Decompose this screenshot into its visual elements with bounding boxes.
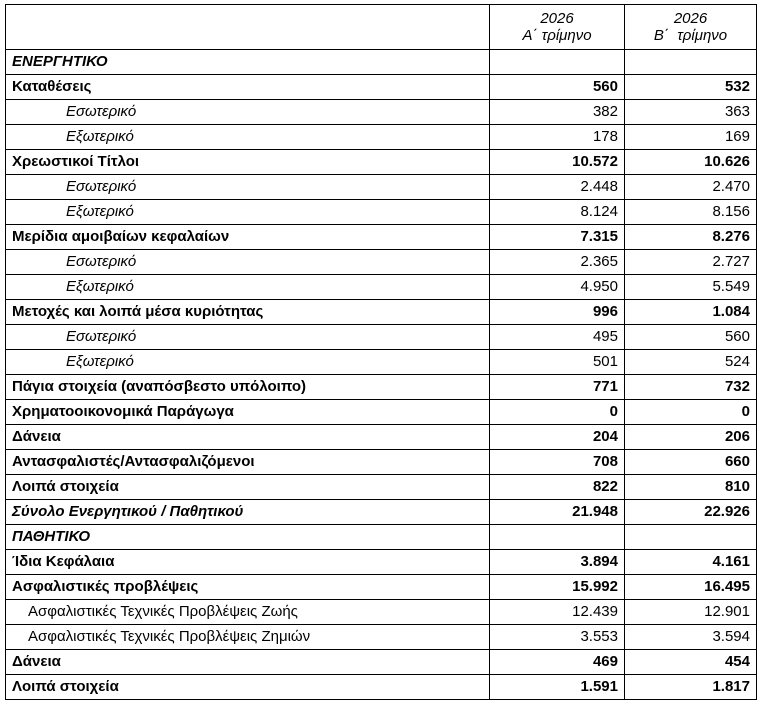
value-q2: 454 [625,650,757,675]
value-q2: 560 [625,325,757,350]
value-q1: 560 [490,75,625,100]
table-row [6,150,757,175]
value-q1: 822 [490,475,625,500]
value-q1: 2.365 [490,250,625,275]
header-col-a-period: Α΄ τρίμηνο [522,27,592,44]
value-q1 [490,525,625,550]
value-q1 [490,50,625,75]
value-q1: 12.439 [490,600,625,625]
table-row [6,650,757,675]
table-row [6,375,757,400]
value-q1: 771 [490,375,625,400]
value-q1: 495 [490,325,625,350]
value-q1: 2.448 [490,175,625,200]
row-label: Εξωτερικό [6,350,490,375]
row-label: ΠΑΘΗΤΙΚΟ [6,525,490,550]
value-q1: 708 [490,450,625,475]
table-row [6,100,757,125]
table-row [6,250,757,275]
value-q2: 363 [625,100,757,125]
table-row [6,75,757,100]
row-label: Καταθέσεις [6,75,490,100]
value-q1: 8.124 [490,200,625,225]
value-q1: 21.948 [490,500,625,525]
row-label: Δάνεια [6,425,490,450]
table-row [6,675,757,700]
row-label: Λοιπά στοιχεία [6,475,490,500]
table-row [6,550,757,575]
table-row [6,225,757,250]
header-col-b [625,5,757,50]
value-q2: 524 [625,350,757,375]
value-q1: 178 [490,125,625,150]
table-row [6,325,757,350]
value-q2: 3.594 [625,625,757,650]
value-q1: 996 [490,300,625,325]
value-q2: 206 [625,425,757,450]
table-row [6,450,757,475]
value-q2: 12.901 [625,600,757,625]
value-q2: 4.161 [625,550,757,575]
row-label: Ίδια Κεφάλαια [6,550,490,575]
value-q2: 8.276 [625,225,757,250]
value-q1: 3.553 [490,625,625,650]
value-q1: 0 [490,400,625,425]
row-label: Εσωτερικό [6,100,490,125]
table-row [6,625,757,650]
value-q2: 169 [625,125,757,150]
value-q1: 382 [490,100,625,125]
value-q1: 469 [490,650,625,675]
value-q2: 732 [625,375,757,400]
value-q1: 204 [490,425,625,450]
table-row [6,300,757,325]
table-row [6,175,757,200]
value-q1: 10.572 [490,150,625,175]
row-label: Λοιπά στοιχεία [6,675,490,700]
row-label: Μερίδια αμοιβαίων κεφαλαίων [6,225,490,250]
value-q1: 4.950 [490,275,625,300]
row-label: Χρηματοοικονομικά Παράγωγα [6,400,490,425]
total-row [6,500,757,525]
value-q2: 2.727 [625,250,757,275]
value-q2: 660 [625,450,757,475]
table-row [6,600,757,625]
value-q1: 15.992 [490,575,625,600]
row-label: Εσωτερικό [6,325,490,350]
row-label: Σύνολο Ενεργητικού / Παθητικού [6,500,490,525]
row-label: Πάγια στοιχεία (αναπόσβεστο υπόλοιπο) [6,375,490,400]
value-q1: 7.315 [490,225,625,250]
table-row [6,400,757,425]
row-label: Ασφαλιστικές Τεχνικές Προβλέψεις Ζημιών [6,625,490,650]
value-q2 [625,50,757,75]
row-label: Εξωτερικό [6,275,490,300]
table-row [6,475,757,500]
row-label: Ασφαλιστικές Τεχνικές Προβλέψεις Ζωής [6,600,490,625]
balance-sheet-body [6,5,757,700]
value-q2: 2.470 [625,175,757,200]
header-col-a-year: 2026 [540,10,574,27]
value-q1: 501 [490,350,625,375]
table-row [6,350,757,375]
value-q2: 5.549 [625,275,757,300]
value-q2: 0 [625,400,757,425]
header-col-b-year: 2026 [673,10,708,27]
header-row [6,5,757,50]
row-label: ΕΝΕΡΓΗΤΙΚΟ [6,50,490,75]
value-q2: 1.817 [625,675,757,700]
value-q2: 10.626 [625,150,757,175]
row-label: Εσωτερικό [6,250,490,275]
table-row [6,425,757,450]
table-row [6,200,757,225]
header-col-b-period: Β΄ τρίμηνο [653,27,728,44]
value-q2: 8.156 [625,200,757,225]
value-q2: 16.495 [625,575,757,600]
section-header-row [6,50,757,75]
row-label: Δάνεια [6,650,490,675]
value-q2 [625,525,757,550]
header-col-a [490,5,625,50]
value-q1: 3.894 [490,550,625,575]
balance-sheet-table [5,4,757,700]
value-q2: 1.084 [625,300,757,325]
value-q2: 532 [625,75,757,100]
row-label: Εξωτερικό [6,200,490,225]
value-q1: 1.591 [490,675,625,700]
row-label: Εξωτερικό [6,125,490,150]
table-row [6,275,757,300]
row-label: Εσωτερικό [6,175,490,200]
value-q2: 22.926 [625,500,757,525]
row-label: Μετοχές και λοιπά μέσα κυριότητας [6,300,490,325]
header-empty-cell [6,5,490,50]
row-label: Ασφαλιστικές προβλέψεις [6,575,490,600]
section-header-row [6,525,757,550]
value-q2: 810 [625,475,757,500]
table-row [6,125,757,150]
row-label: Αντασφαλιστές/Αντασφαλιζόμενοι [6,450,490,475]
row-label: Χρεωστικοί Τίτλοι [6,150,490,175]
table-row [6,575,757,600]
